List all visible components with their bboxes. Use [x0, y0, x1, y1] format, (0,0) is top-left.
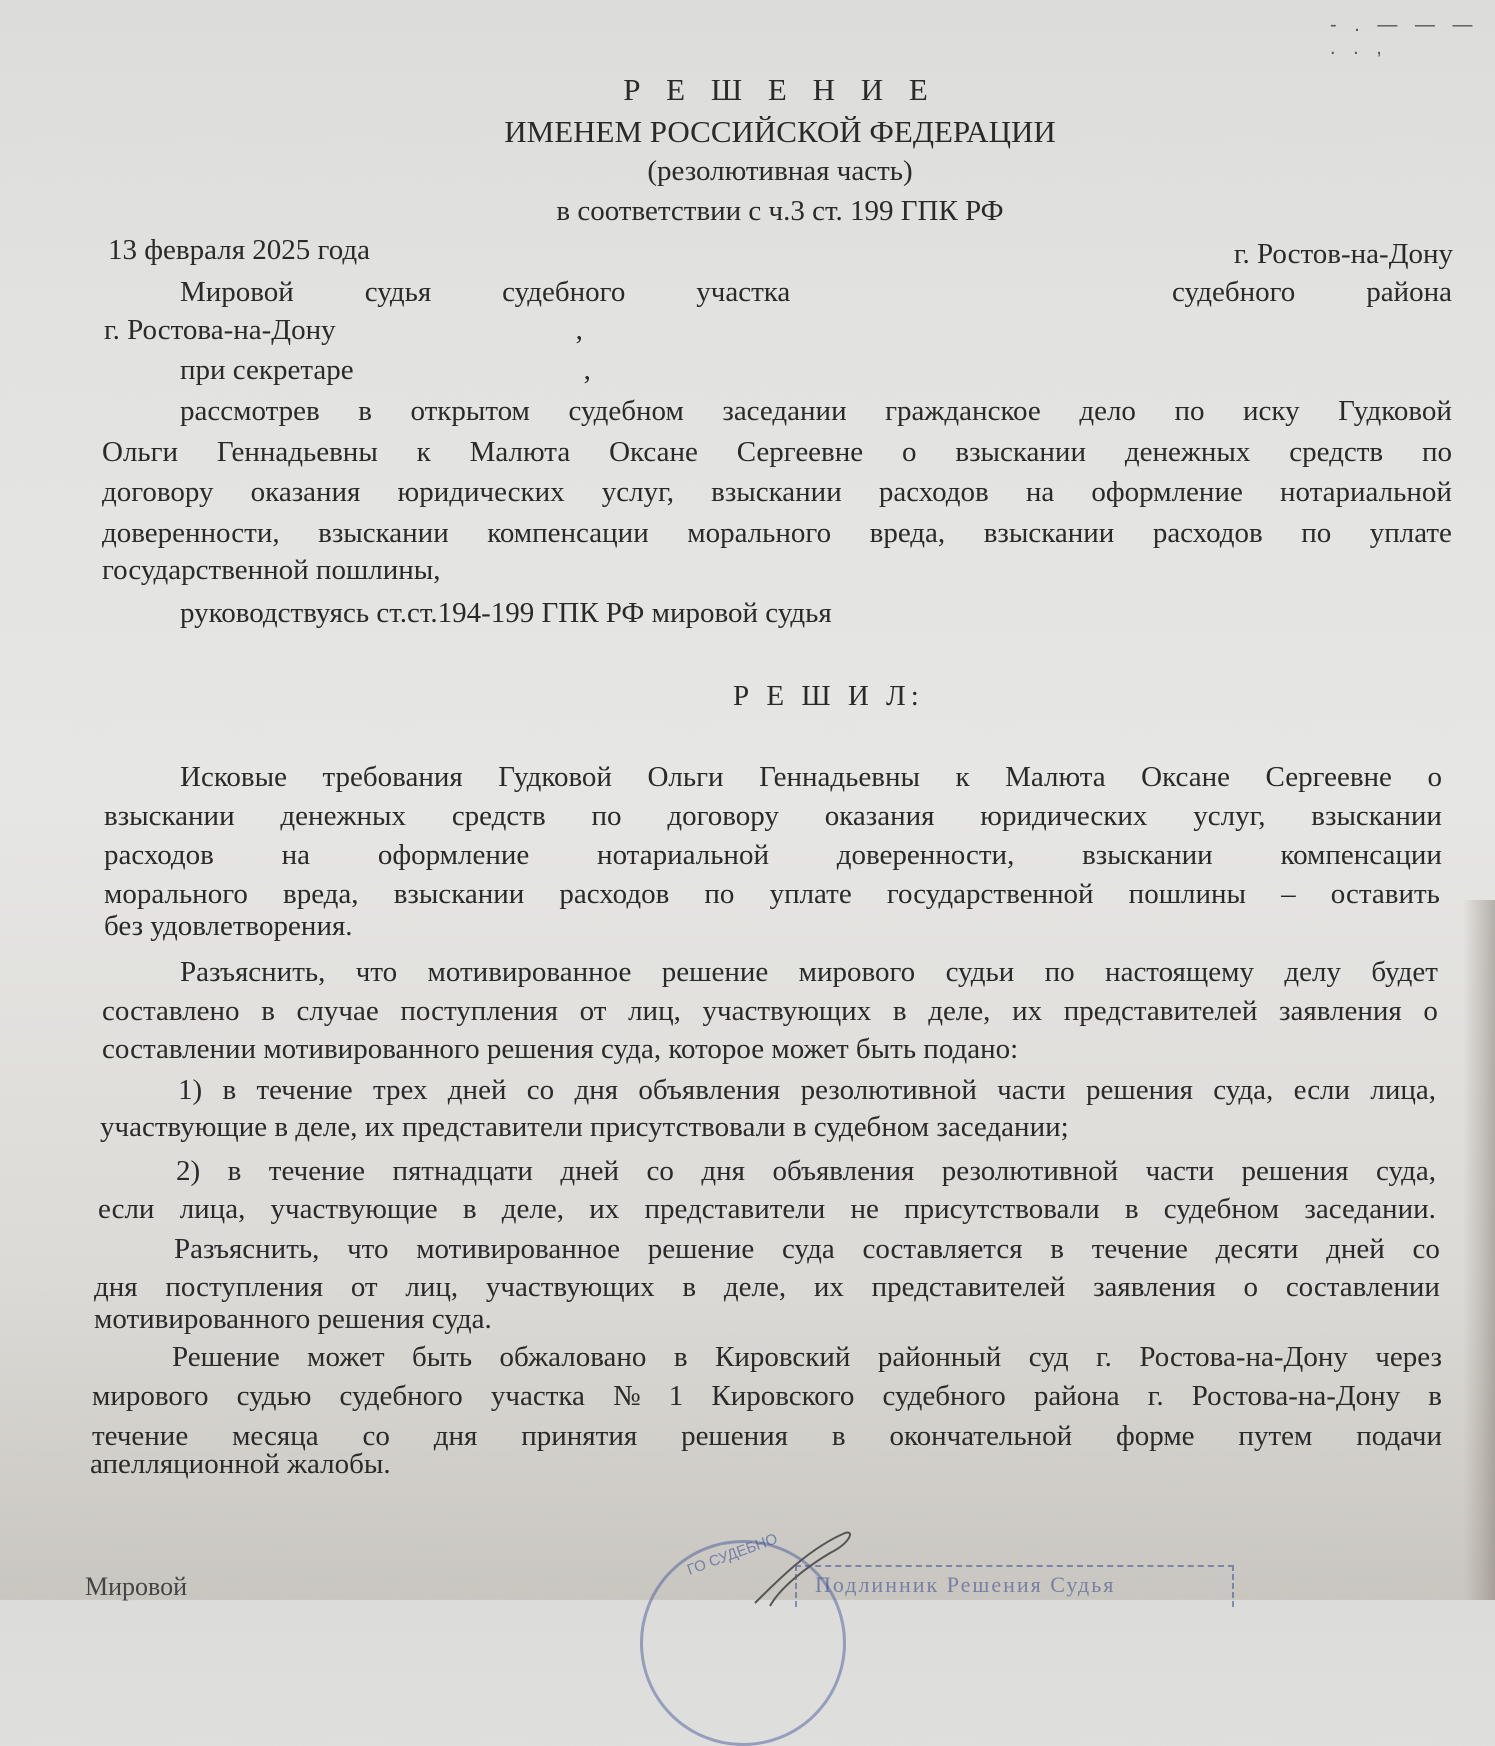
signature-icon [750, 1528, 860, 1608]
explain2-line-2: дня поступления от лиц, участвующих в деле, их представителей заявления о составлении [94, 1271, 1440, 1303]
intro-line-2: г. Ростова-на-Дону , [104, 314, 583, 346]
redacted-area [354, 359, 584, 379]
appeal-line-3: течение месяца со дня принятия решения в окончательной форме путем подачи [92, 1420, 1442, 1452]
document-title: Р Е Ш Е Н И Е [623, 72, 937, 107]
appeal-line-4: апелляционной жалобы. [90, 1448, 391, 1480]
ruling-line-5: без удовлетворения. [104, 910, 353, 942]
considered-line-1: рассмотрев в открытом судебном заседании гражданское дело по иску Гудковой [180, 395, 1452, 427]
considered-line-2: Ольги Геннадьевны к Малюта Оксане Сергеевне о взыскании денежных средств по [102, 436, 1452, 468]
document-part: (резолютивная часть) [647, 155, 913, 187]
rect-stamp-text: Подлинник Решения Судья [815, 1572, 1116, 1597]
item2-line-2: если лица, участвующие в деле, их представители не присутствовали в судебном заседании. [98, 1193, 1436, 1225]
secretary-line: при секретаре , [180, 354, 591, 386]
signer-label: Мировой [85, 1572, 188, 1601]
ruling-line-1: Исковые требования Гудковой Ольги Геннадьевны к Малюта Оксане Сергеевне о [180, 761, 1442, 793]
considered-line-4: доверенности, взыскании компенсации морального вреда, взыскании расходов по уплате [102, 517, 1452, 549]
item2-line-1: 2) в течение пятнадцати дней со дня объявления резолютивной части решения суда, [176, 1155, 1436, 1187]
redacted-area [336, 319, 576, 339]
considered-line-3: договору оказания юридических услуг, взыскании расходов на оформление нотариальной [102, 476, 1452, 508]
considered-line-5: государственной пошлины, [102, 554, 441, 586]
decided-heading: Р Е Ш И Л: [733, 680, 924, 712]
appeal-line-2: мирового судью судебного участка № 1 Кировского судебного района г. Ростова-на-Дону в [92, 1380, 1442, 1412]
explain1-line-1: Разъяснить, что мотивированное решение мирового судьи по настоящему делу будет [180, 956, 1438, 988]
page-edge-shadow [1463, 900, 1495, 1600]
ruling-line-3: расходов на оформление нотариальной доверенности, взыскании компенсации [104, 839, 1442, 871]
explain2-line-1: Разъяснить, что мотивированное решение суда составляется в течение десяти дней со [174, 1233, 1440, 1265]
document-subtitle: ИМЕНЕМ РОССИЙСКОЙ ФЕДЕРАЦИИ [504, 114, 1056, 149]
explain2-line-3: мотивированного решения суда. [94, 1303, 492, 1335]
ruling-line-4: морального вреда, взыскании расходов по уплате государственной пошлины – оставить [104, 878, 1440, 910]
document-date: 13 февраля 2025 года [108, 234, 371, 266]
court-stamp [600, 1520, 1320, 1600]
ruling-line-2: взыскании денежных средств по договору оказания юридических услуг, взыскании [104, 800, 1442, 832]
guided-line: руководствуясь ст.ст.194-199 ГПК РФ мировой судья [180, 597, 832, 629]
explain1-line-3: составлении мотивированного решения суда, которое может быть подано: [102, 1033, 1019, 1065]
redacted-area [861, 278, 1101, 307]
item1-line-1: 1) в течение трех дней со дня объявления резолютивной части решения суда, если лица, [178, 1074, 1436, 1106]
seal-text: ГО СУДЕБНО [684, 1530, 780, 1579]
intro-line-1: Мировой судья судебного участка судебного района [180, 276, 1452, 308]
item1-line-2: участвующие в деле, их представители присутствовали в судебном заседании; [100, 1111, 1069, 1143]
explain1-line-2: составлено в случае поступления от лиц, участвующих в деле, их представителей заявления о [102, 995, 1438, 1027]
document-city: г. Ростов-на-Дону [1233, 238, 1453, 270]
appeal-line-1: Решение может быть обжаловано в Кировский районный суд г. Ростова-на-Дону через [172, 1341, 1442, 1373]
document-basis: в соответствии с ч.3 ст. 199 ГПК РФ [556, 195, 1004, 227]
case-number-faded: - . — — — . . , [1330, 14, 1479, 59]
